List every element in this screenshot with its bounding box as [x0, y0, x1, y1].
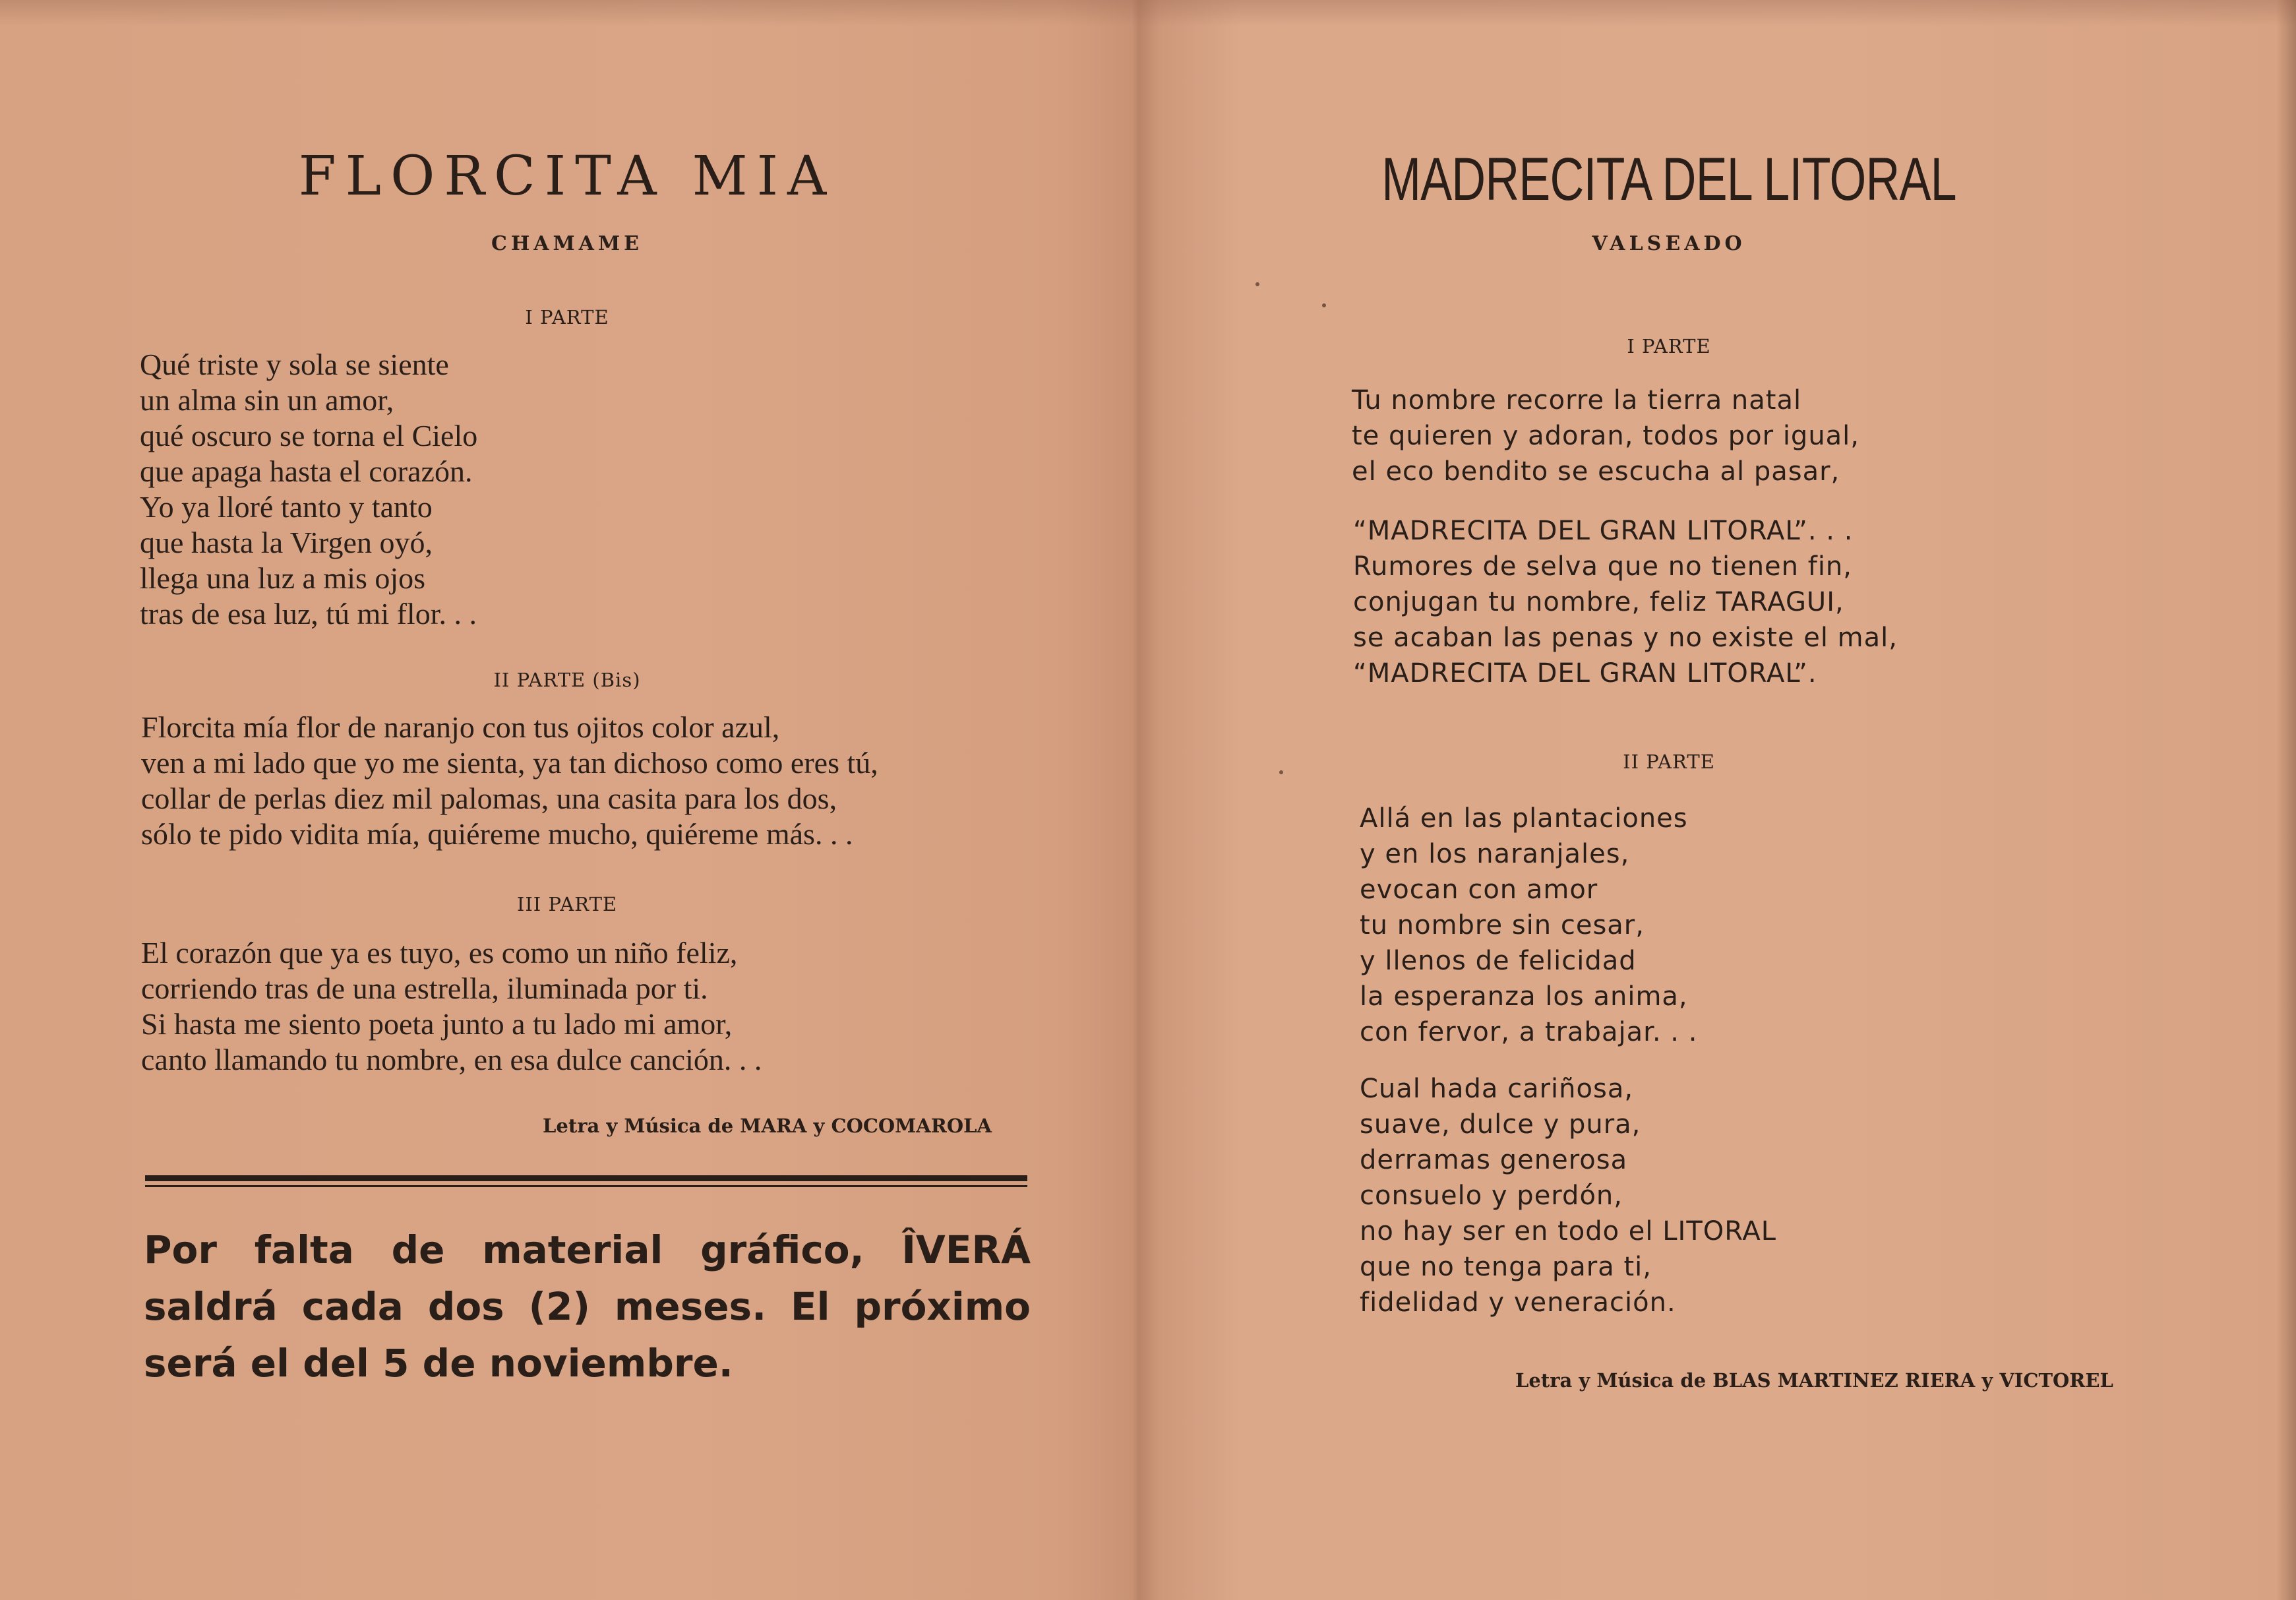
ink-speck	[1279, 770, 1283, 774]
verse-stanza: Qué triste y sola se siente un alma sin un amor, qué oscuro se torna el Cielo que apaga hasta el corazón. Yo ya lloré tanto y tanto que hasta la Virgen oyó, llega una luz a mis ojos tras de esa luz, tú mi flor. . .	[140, 348, 478, 631]
part-label: II PARTE (Bis)	[493, 669, 641, 691]
song-title: FLORCITA MIA	[298, 145, 836, 208]
verse-stanza: Tu nombre recorre la tierra natal te quieren y adoran, todos por igual, el eco bendito se escucha al pasar,	[1352, 385, 1860, 487]
divider-rule-thin	[145, 1185, 1027, 1187]
song-title: MADRECITA DEL LITORAL	[1381, 146, 1956, 213]
song-genre: VALSEADO	[1592, 232, 1746, 255]
ink-speck	[1322, 303, 1326, 307]
part-label: I PARTE	[1627, 335, 1711, 357]
verse-stanza: “MADRECITA DEL GRAN LITORAL”. . . Rumores de selva que no tienen fin, conjugan tu nombre, feliz TARAGUI, se acaban las penas y no existe el mal, “MADRECITA DEL GRAN LITORAL”.	[1353, 516, 1898, 689]
verse-stanza: Florcita mía flor de naranjo con tus ojitos color azul, ven a mi lado que yo me sienta, ya tan dichoso como eres tú, collar de perlas diez mil palomas, una casita para los dos, sólo te pido vidita mía, quiéreme mucho, quiéreme más. . .	[141, 710, 878, 851]
part-label: II PARTE	[1623, 751, 1715, 773]
ink-speck	[1255, 282, 1259, 286]
verse-stanza: Cual hada cariñosa, suave, dulce y pura, derramas generosa consuelo y perdón, no hay ser en todo el LITORAL que no tenga para ti, fidelidad y veneración.	[1360, 1074, 1777, 1318]
part-label: I PARTE	[525, 306, 609, 328]
left-page	[0, 0, 1134, 1600]
verse-stanza: Allá en las plantaciones y en los naranjales, evocan con amor tu nombre sin cesar, y llenos de felicidad la esperanza los anima, con fervor, a trabajar. . .	[1360, 803, 1698, 1047]
song-credits: Letra y Música de BLAS MARTINEZ RIERA y VICTOREL	[1515, 1369, 2113, 1392]
right-page	[1147, 0, 2296, 1600]
verse-stanza: El corazón que ya es tuyo, es como un niño feliz, corriendo tras de una estrella, iluminada por ti. Si hasta me siento poeta junto a tu lado mi amor, canto llamando tu nombre, en esa dulce canción. . .	[141, 936, 762, 1076]
song-genre: CHAMAME	[491, 232, 644, 255]
part-label: III PARTE	[516, 893, 618, 915]
publication-notice: Por falta de material gráfico, ÎVERÁ saldrá cada dos (2) meses. El próximo será el del 5 de noviembre.	[144, 1227, 1031, 1386]
song-credits: Letra y Música de MARA y COCOMAROLA	[543, 1115, 992, 1137]
divider-rule	[145, 1175, 1027, 1181]
